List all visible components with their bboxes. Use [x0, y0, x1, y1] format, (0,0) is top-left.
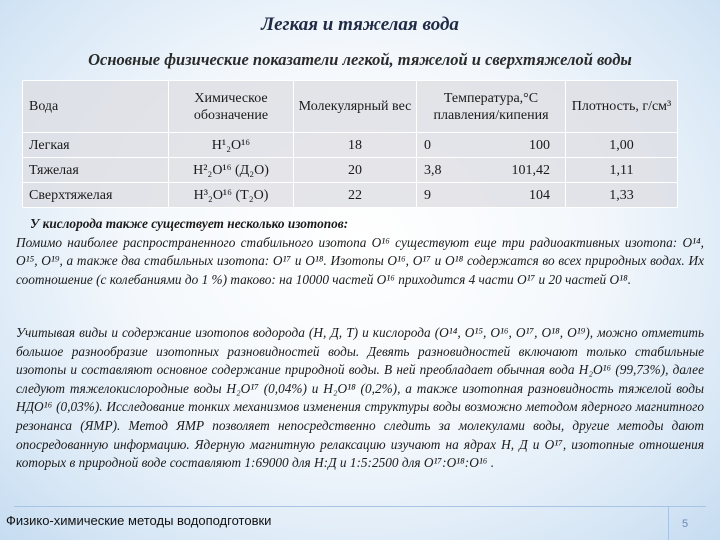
paragraph-lead: У кислорода также существует несколько изотопов: [30, 216, 349, 231]
row-boiling: 101,42 [511, 162, 550, 178]
isotopic-varieties-paragraph: Учитывая виды и содержание изотопов водорода (Н, Д, Т) и кислорода (O¹⁴, O¹⁵, O¹⁶, O¹⁷, O¹⁸, O¹⁹), можно отметить большое разнообразие изотопных разновидностей воды. Девять разновидностей включают только стабильные изотопы и составляют основное содержание природной воды. В ней преобладает обычная вода H₂O¹⁶ (99,73%), далее следуют тяжелокислородные воды H₂O¹⁷ (0,04%) и H₂O¹⁸ (0,2%), а также изотопная разновидность тяжелой воды НДО¹⁶ (0,03%). Исследование тонких механизмов изменения структуры воды возможно методом ядерного магнитного резонанса (ЯМР). Метод ЯМР позволяет непосредственно следить за молекулами воды, другие методы дают опосредованную информацию. Ядерную магнитную релаксацию изучают на ядрах Н, Д и O¹⁷, изотопные отношения которых в природной воде составляют 1:69000 для Н:Д и 1:5:2500 для O¹⁷:O¹⁸:O¹⁶ . [16, 325, 704, 471]
row-temperature [417, 183, 566, 208]
row-temperature [417, 158, 566, 183]
row-molecular-weight: 20 [294, 158, 417, 183]
row-density: 1,33 [566, 183, 678, 208]
table-row [23, 133, 678, 158]
water-properties-table [22, 80, 678, 208]
row-density: 1,11 [566, 158, 678, 183]
row-formula: H¹₂O¹⁶ [169, 133, 294, 158]
row-name: Сверхтяжелая [23, 183, 169, 208]
row-density: 1,00 [566, 133, 678, 158]
footer-vertical-divider [668, 506, 669, 540]
slide-title: Легкая и тяжелая вода [261, 14, 459, 35]
footer-divider [14, 506, 706, 507]
table-row [23, 158, 678, 183]
row-name: Тяжелая [23, 158, 169, 183]
header-density: Плотность, г/см³ [566, 81, 678, 133]
row-temperature [417, 133, 566, 158]
table-header-row [23, 81, 678, 133]
row-formula: H³₂O¹⁶ (T₂O) [169, 183, 294, 208]
header-temperature: Температура,°С плавления/кипения [417, 81, 566, 133]
table-row [23, 183, 678, 208]
row-melting: 0 [424, 137, 431, 153]
slide-subtitle: Основные физические показатели легкой, тяжелой и сверхтяжелой воды [88, 50, 632, 69]
header-water: Вода [23, 81, 169, 133]
row-boiling: 104 [529, 187, 550, 203]
page-number: 5 [682, 518, 689, 530]
header-molecular-weight: Молекулярный вес [294, 81, 417, 133]
row-melting: 9 [424, 187, 431, 203]
row-name: Легкая [23, 133, 169, 158]
row-molecular-weight: 18 [294, 133, 417, 158]
oxygen-isotopes-paragraph [16, 215, 704, 289]
header-formula: Химическое обозначение [169, 81, 294, 133]
paragraph-body: Помимо наиболее распространенного стабильного изотопа O¹⁶ существуют еще три радиоактивных изотопа: O¹⁴, O¹⁵, O¹⁹, а также два стабильных изотопа: O¹⁷ и O¹⁸. Изотопы O¹⁶, O¹⁷ и O¹⁸ содержатся во всех природных водах. Их соотношение (с колебаниями до 1 %) таково: на 10000 частей O¹⁶ приходится 4 части O¹⁷ и 20 частей O¹⁸. [16, 234, 704, 287]
row-melting: 3,8 [424, 162, 442, 178]
row-boiling: 100 [529, 137, 550, 153]
row-formula: H²₂O¹⁶ (Д₂O) [169, 158, 294, 183]
footer-text: Физико-химические методы водоподготовки [6, 513, 272, 528]
row-molecular-weight: 22 [294, 183, 417, 208]
